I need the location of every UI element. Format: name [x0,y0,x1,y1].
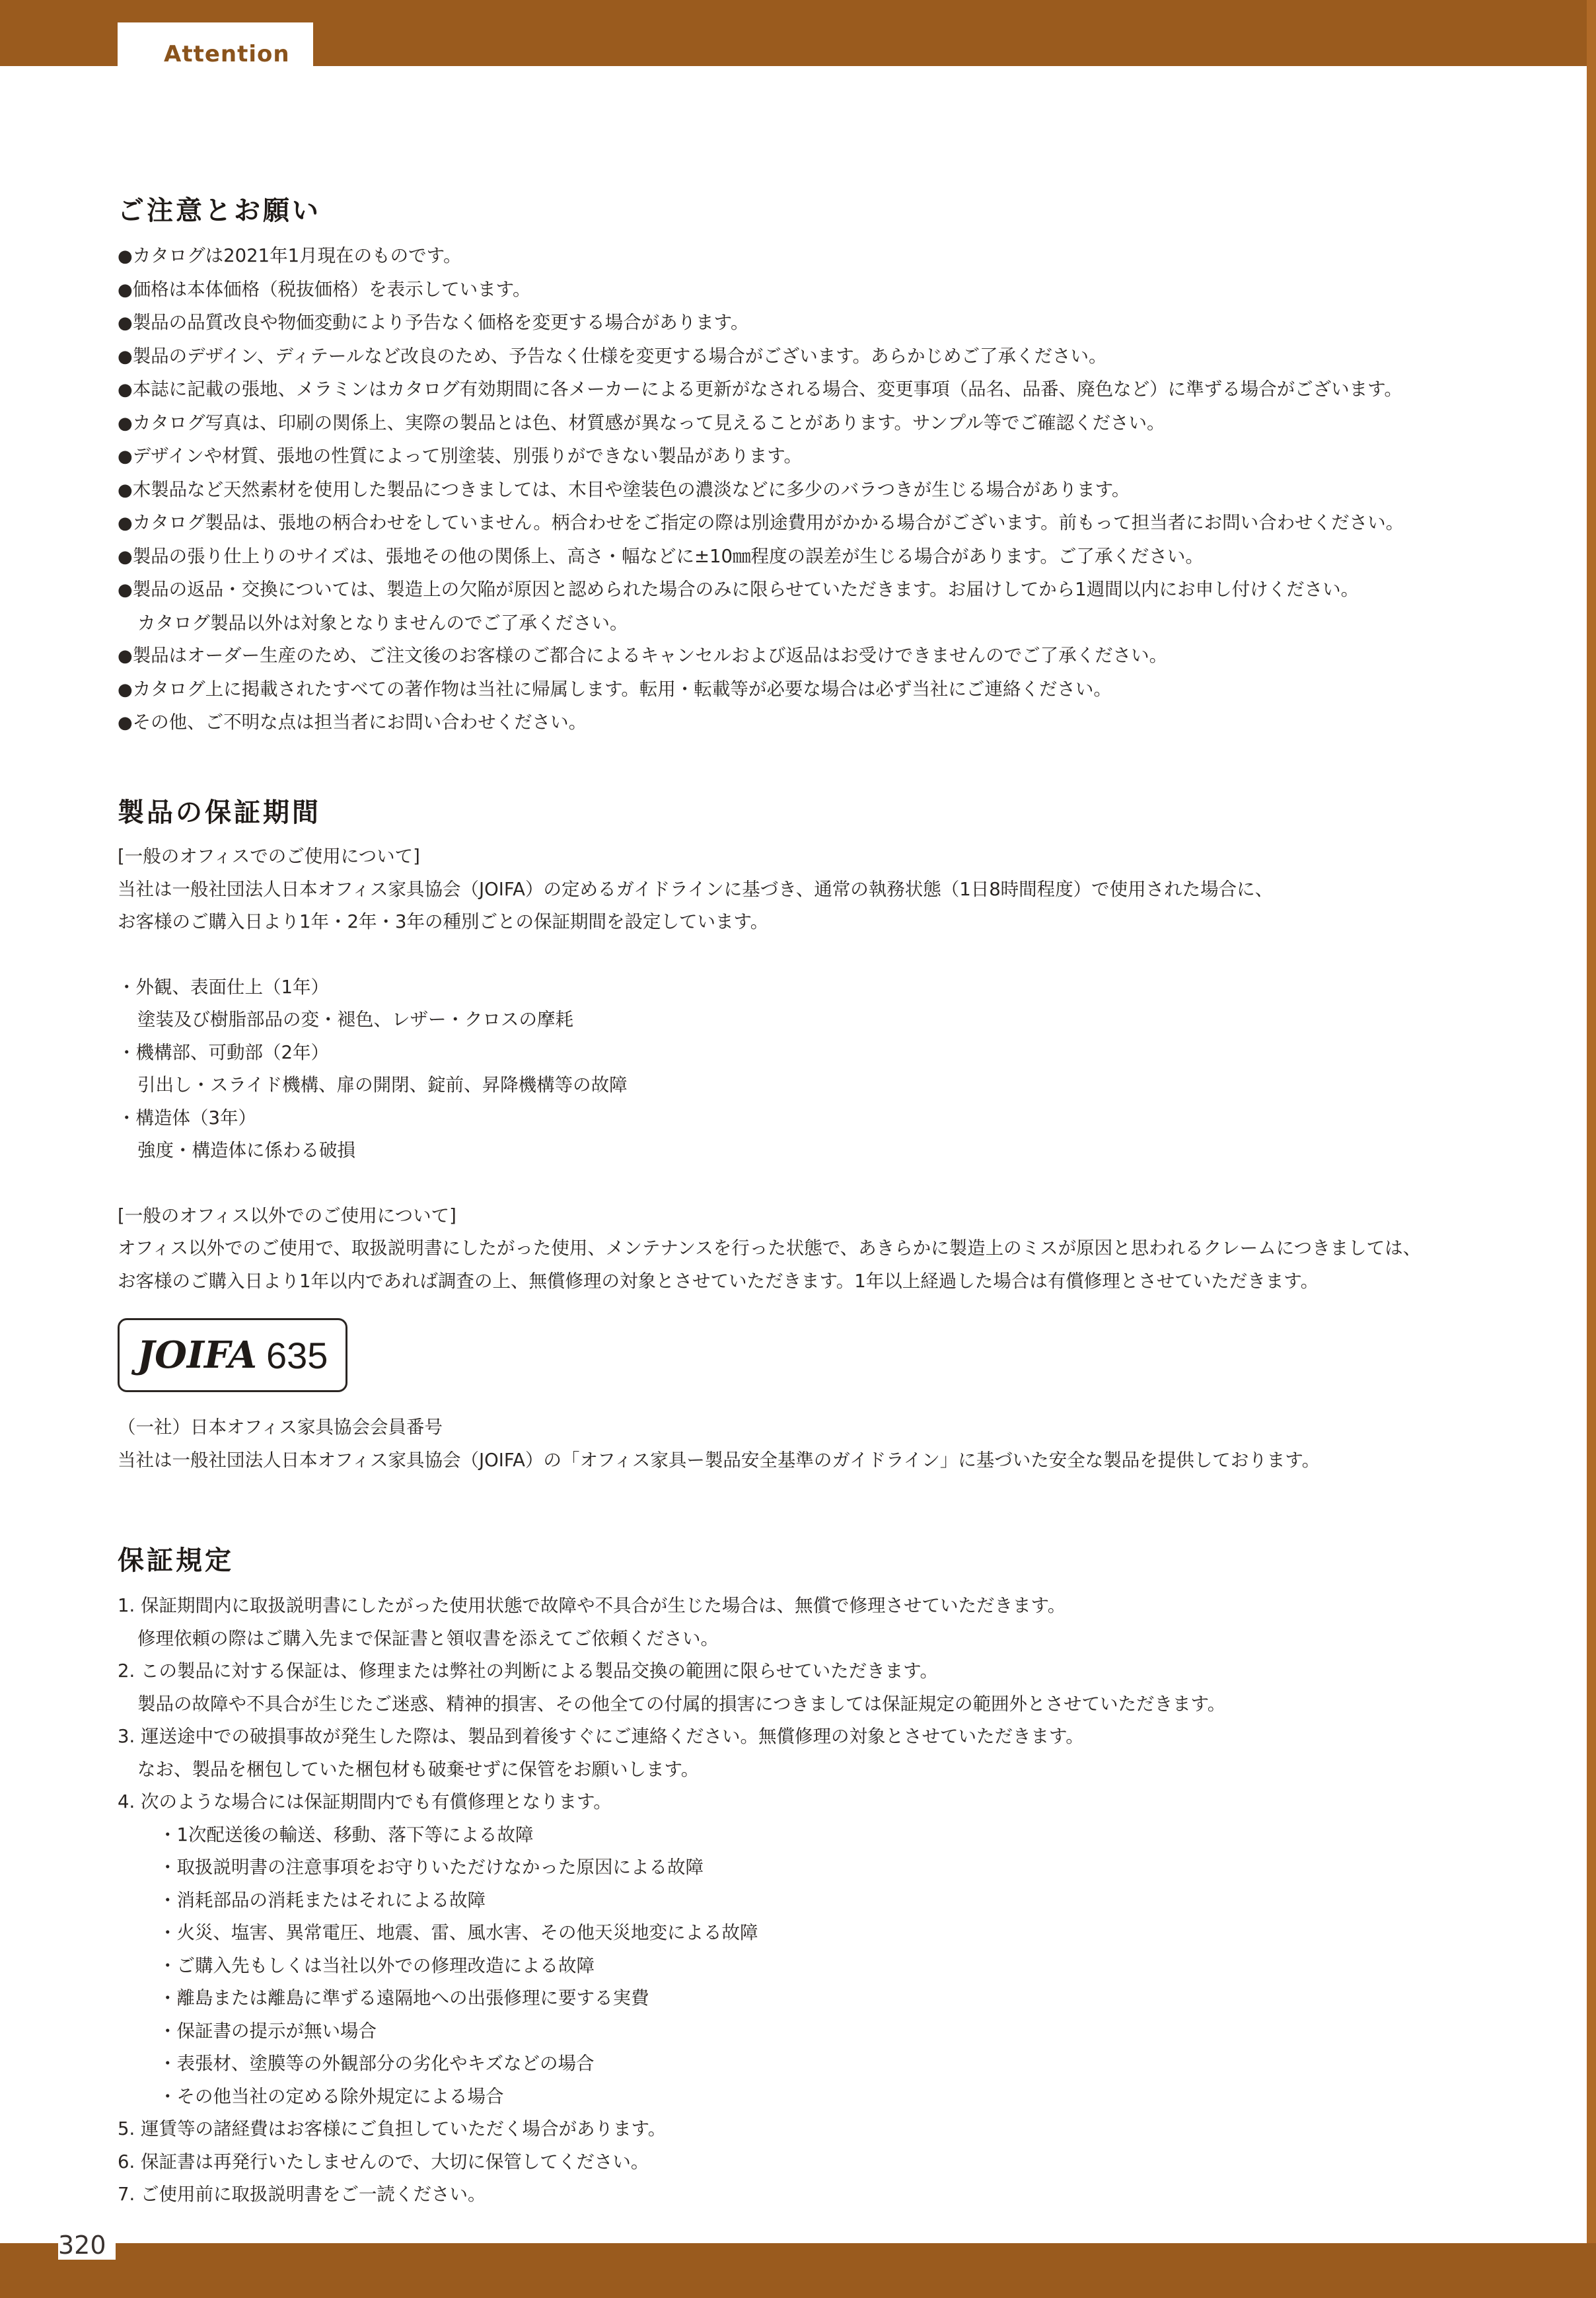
rule-item-continuation: 修理依頼の際はご購入先まで保証書と領収書を添えてご依頼ください。 [137,1627,719,1649]
rule-item: 6. 保証書は再発行いたしませんので、大切に保管してください。 [118,2151,649,2172]
rule-subitem: ・表張材、塗膜等の外観部分の劣化やキズなどの場合 [159,2053,595,2074]
rule-subitem: ・その他当社の定める除外規定による場合 [159,2085,504,2107]
rule-subitem: ・1次配送後の輸送、移動、落下等による故障 [159,1824,534,1845]
notice-item: ● 製品の返品・交換については、製造上の欠陥が原因と認められた場合のみに限らせていただきます。お届けしてから1週間以内にお申し付けください。 [118,574,1404,607]
rule-item-continuation: なお、製品を梱包していた梱包材も破棄せずに保管をお願いします。 [137,1758,700,1780]
notice-heading: ご注意とお願い [118,196,321,226]
rule-item: 3. 運送途中での破損事故が発生した際は、製品到着後すぐにご連絡ください。無償修理の対象とさせていただきます。 [118,1726,1084,1747]
notice-item: ● カタログは2021年1月現在のものです。 [118,240,1404,274]
notice-item: ● カタログ製品は、張地の柄合わせをしていません。柄合わせをご指定の際は別途費用がかかる場合がございます。前もって担当者にお問い合わせください。 [118,507,1404,540]
rule-subitem: ・保証書の提示が無い場合 [159,2020,377,2042]
notice-item: ● デザインや材質、張地の性質によって別塗装、別張りができない製品があります。 [118,440,1404,474]
period-detail: 引出し・スライド機構、扉の開閉、錠前、昇降機構等の故障 [137,1074,628,1095]
period-detail: 塗装及び樹脂部品の変・褪色、レザー・クロスの摩耗 [137,1009,573,1030]
notice-item: ● 製品のデザイン、ディテールなど改良のため、予告なく仕様を変更する場合がございます。あらかじめご了承ください。 [118,340,1404,374]
office-use-text: お客様のご購入日より1年・2年・3年の種別ごとの保証期間を設定しています。 [118,911,769,932]
rule-item-continuation: 製品の故障や不具合が生じたご迷惑、精神的損害、その他全ての付属的損害につきましては保証規定の範囲外とさせていただきます。 [137,1693,1226,1715]
office-use-text: 当社は一般社団法人日本オフィス家具協会（JOIFA）の定めるガイドラインに基づき、通常の執務状態（1日8時間程度）で使用された場合に、 [118,878,1274,900]
rule-subitem: ・火災、塩害、異常電圧、地震、雷、風水害、その他天災地変による故障 [159,1922,758,1943]
notice-item: ● カタログ写真は、印刷の関係上、実際の製品とは色、材質感が異なって見えることがあります。サンプル等でご確認ください。 [118,407,1404,441]
member-text: 当社は一般社団法人日本オフィス家具協会（JOIFA）の「オフィス家具ー製品安全基準のガイドライン」に基づいた安全な製品を提供しております。 [118,1449,1321,1471]
period-label: ・構造体（3年） [118,1107,256,1129]
rule-item: 4. 次のような場合には保証期間内でも有償修理となります。 [118,1791,612,1812]
non-office-use-text: オフィス以外でのご使用で、取扱説明書にしたがった使用、メンテナンスを行った状態で、あきらかに製造上のミスが原因と思われるクレームにつきましては、 [118,1238,1422,1259]
rules-list [118,1590,1225,2211]
rules-heading: 保証規定 [118,1545,234,1576]
section-tab-label: Attention [164,41,290,67]
notice-list [118,240,1404,740]
right-edge-stripe [1587,0,1596,2298]
footer-bar [0,2243,1596,2298]
notice-item: ● カタログ上に掲載されたすべての著作物は当社に帰属します。転用・転載等が必要な場合は必ず当社にご連絡ください。 [118,673,1404,707]
period-label: ・機構部、可動部（2年） [118,1041,329,1063]
joifa-member-number: 635 [266,1334,328,1376]
notice-item: ● 製品の品質改良や物価変動により予告なく価格を変更する場合があります。 [118,307,1404,340]
warranty-heading: 製品の保証期間 [118,797,321,828]
joifa-logo [118,1318,347,1392]
non-office-use-heading: [一般のオフィス以外でのご使用について] [118,1205,456,1226]
notice-item: ● 価格は本体価格（税抜価格）を表示しています。 [118,274,1404,307]
notice-item: ● 製品はオーダー生産のため、ご注文後のお客様のご都合によるキャンセルおよび返品はお受けできませんのでご了承ください。 [118,640,1404,673]
warranty-text [118,840,1421,1298]
rule-subitem: ・ご購入先もしくは当社以外での修理改造による故障 [159,1954,595,1976]
rule-item: 7. ご使用前に取扱説明書をご一読ください。 [118,2184,486,2205]
joifa-brand: JOIFA [137,1333,257,1377]
section-tab [118,22,313,69]
member-caption: （一社）日本オフィス家具協会会員番号 [118,1417,443,1438]
rule-item: 2. この製品に対する保証は、修理または弊社の判断による製品交換の範囲に限らせていただきます。 [118,1660,938,1682]
member-info [118,1411,1320,1477]
notice-item: ● 製品の張り仕上りのサイズは、張地その他の関係上、高さ・幅などに±10㎜程度の誤差が生じる場合があります。ご了承ください。 [118,540,1404,574]
rule-item: 5. 運賃等の諸経費はお客様にご負担していただく場合があります。 [118,2118,667,2139]
rule-subitem: ・取扱説明書の注意事項をお守りいただけなかった原因による故障 [159,1857,704,1878]
header-bar [0,0,1596,66]
page-number: 320 [58,2231,116,2260]
notice-item: ● 本誌に記載の張地、メラミンはカタログ有効期間に各メーカーによる更新がなされる場合、変更事項（品名、品番、廃色など）に準ずる場合がございます。 [118,373,1404,407]
non-office-use-text: お客様のご購入日より1年以内であれば調査の上、無償修理の対象とさせていただきます。1年以上経過した場合は有償修理とさせていただきます。 [118,1270,1319,1292]
rule-subitem: ・離島または離島に準ずる遠隔地への出張修理に要する実費 [159,1987,649,2009]
office-use-heading: [一般のオフィスでのご使用について] [118,846,420,867]
rule-subitem: ・消耗部品の消耗またはそれによる故障 [159,1889,486,1911]
notice-item: ● その他、ご不明な点は担当者にお問い合わせください。 [118,706,1404,740]
notice-item-continuation: カタログ製品以外は対象となりませんのでご了承ください。 [137,612,628,634]
notice-item: ● 木製品など天然素材を使用した製品につきましては、木目や塗装色の濃淡などに多少のバラつきが生じる場合があります。 [118,474,1404,507]
period-detail: 強度・構造体に係わる破損 [137,1140,355,1161]
period-label: ・外観、表面仕上（1年） [118,976,329,998]
rule-item: 1. 保証期間内に取扱説明書にしたがった使用状態で故障や不具合が生じた場合は、無償で修理させていただきます。 [118,1595,1066,1616]
